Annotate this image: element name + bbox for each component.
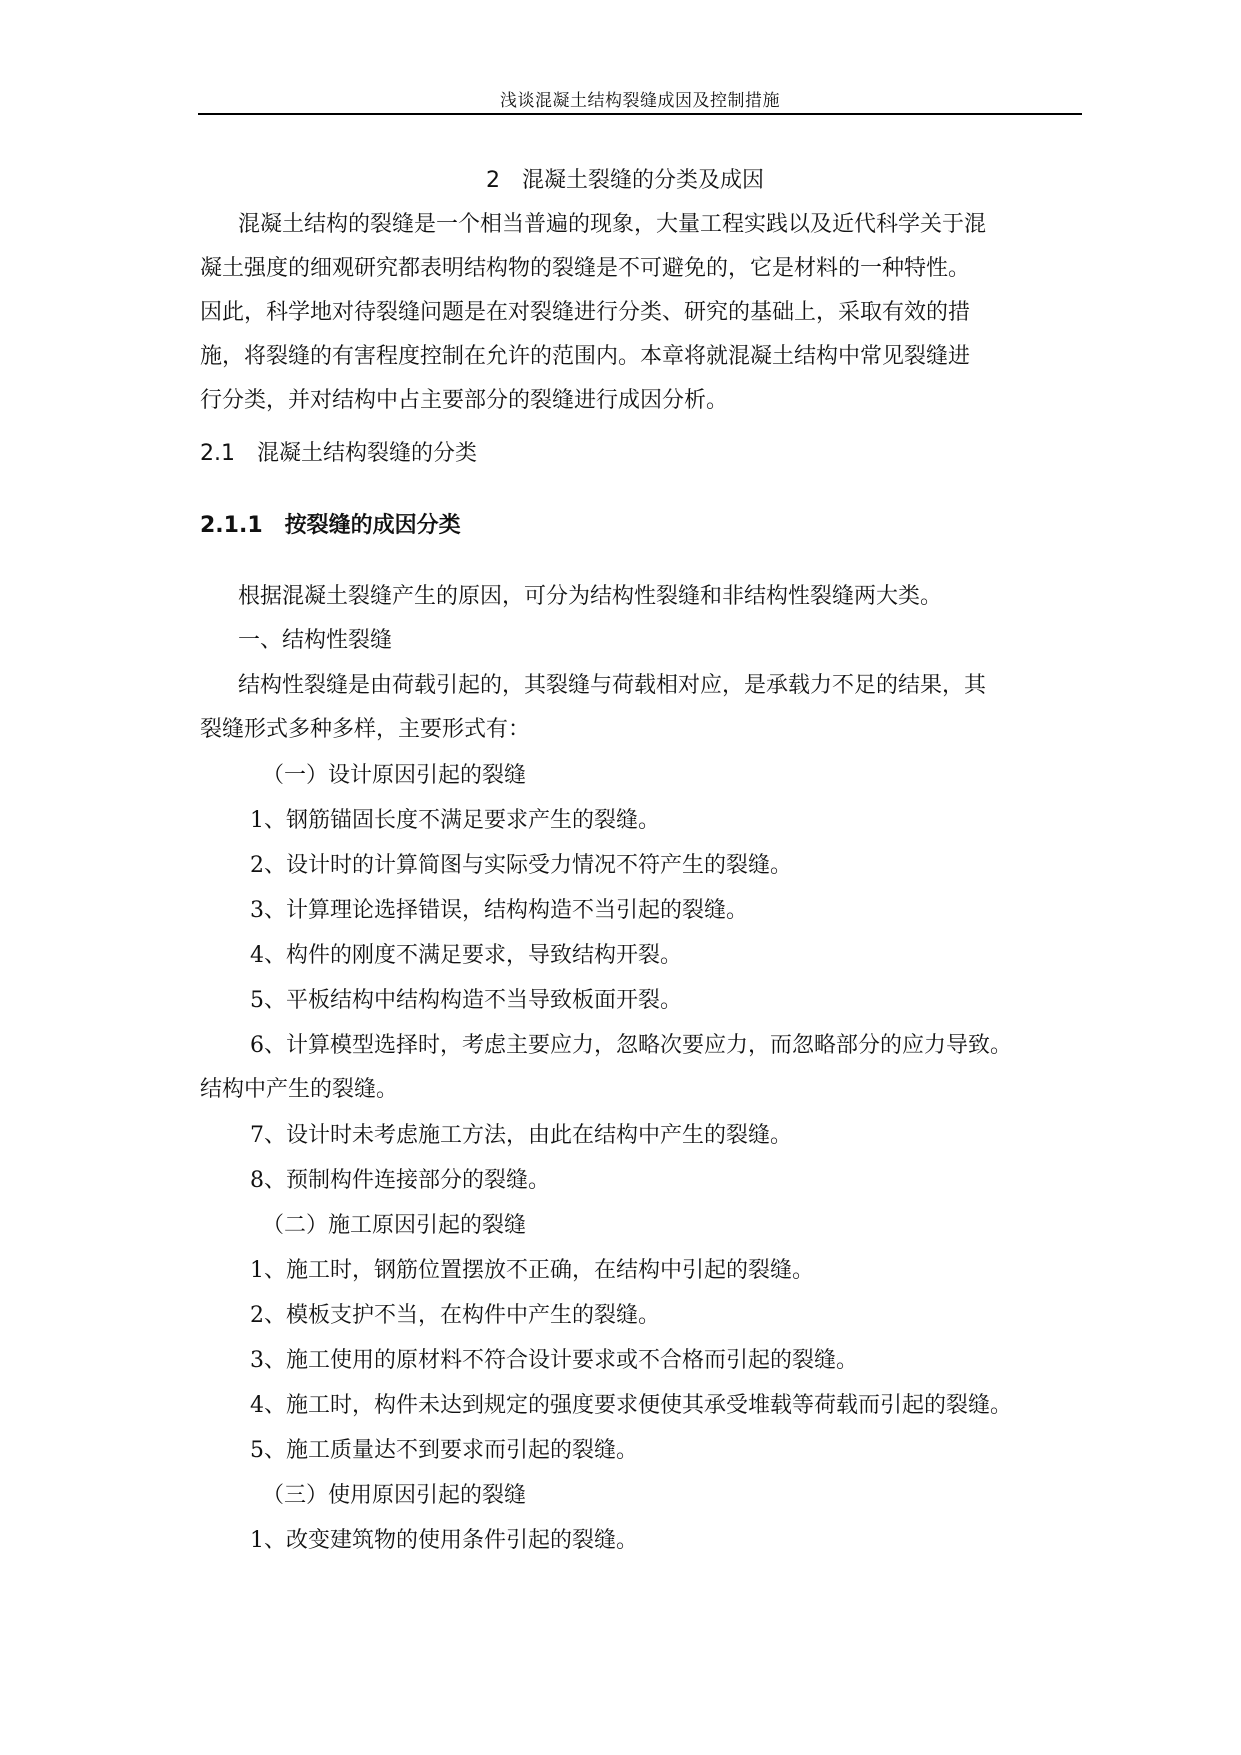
section-heading-2-1-1: 2.1.1 按裂缝的成因分类 — [200, 513, 461, 538]
design-item-6-continued: 结构中产生的裂缝。 — [200, 1077, 399, 1102]
intro-line-2: 凝土强度的细观研究都表明结构物的裂缝是不可避免的，它是材料的一种特性。 — [200, 256, 971, 281]
construction-item-3: 3、施工使用的原材料不符合设计要求或不合格而引起的裂缝。 — [250, 1348, 858, 1373]
design-item-8: 8、预制构件连接部分的裂缝。 — [250, 1168, 550, 1193]
usage-heading: （三）使用原因引起的裂缝 — [262, 1483, 527, 1508]
construction-item-1: 1、施工时，钢筋位置摆放不正确，在结构中引起的裂缝。 — [250, 1258, 814, 1283]
design-item-6: 6、计算模型选择时，考虑主要应力，忽略次要应力，而忽略部分的应力导致。 — [250, 1033, 1012, 1058]
design-item-4: 4、构件的刚度不满足要求，导致结构开裂。 — [250, 943, 682, 968]
construction-item-5: 5、施工质量达不到要求而引起的裂缝。 — [250, 1438, 638, 1463]
construction-heading: （二）施工原因引起的裂缝 — [262, 1213, 527, 1238]
design-item-3: 3、计算理论选择错误，结构构造不当引起的裂缝。 — [250, 898, 748, 923]
header-rule — [198, 113, 1082, 115]
running-header: 浅谈混凝土结构裂缝成因及控制措施 — [500, 91, 780, 111]
classify-paragraph: 根据混凝土裂缝产生的原因，可分为结构性裂缝和非结构性裂缝两大类。 — [238, 584, 943, 609]
design-item-2: 2、设计时的计算简图与实际受力情况不符产生的裂缝。 — [250, 853, 792, 878]
design-item-1: 1、钢筋锚固长度不满足要求产生的裂缝。 — [250, 808, 660, 833]
structural-heading: 一、结构性裂缝 — [238, 628, 393, 653]
intro-line-4: 施，将裂缝的有害程度控制在允许的范围内。本章将就混凝土结构中常见裂缝进 — [200, 344, 971, 369]
intro-line-1: 混凝土结构的裂缝是一个相当普遍的现象，大量工程实践以及近代科学关于混 — [238, 212, 987, 237]
design-item-5: 5、平板结构中结构构造不当导致板面开裂。 — [250, 988, 682, 1013]
usage-item-1: 1、改变建筑物的使用条件引起的裂缝。 — [250, 1528, 638, 1553]
intro-line-5: 行分类，并对结构中占主要部分的裂缝进行成因分析。 — [200, 388, 729, 413]
structural-line-2: 裂缝形式多种多样，主要形式有： — [200, 717, 531, 742]
intro-line-3: 因此，科学地对待裂缝问题是在对裂缝进行分类、研究的基础上，采取有效的措 — [200, 300, 971, 325]
construction-item-2: 2、模板支护不当，在构件中产生的裂缝。 — [250, 1303, 660, 1328]
section-heading-2-1: 2.1 混凝土结构裂缝的分类 — [200, 441, 477, 466]
design-item-7: 7、设计时未考虑施工方法，由此在结构中产生的裂缝。 — [250, 1123, 792, 1148]
construction-item-4: 4、施工时，构件未达到规定的强度要求便使其承受堆载等荷载而引起的裂缝。 — [250, 1393, 1012, 1418]
design-heading: （一）设计原因引起的裂缝 — [262, 763, 527, 788]
structural-line-1: 结构性裂缝是由荷载引起的，其裂缝与荷载相对应，是承载力不足的结果，其 — [238, 673, 987, 698]
chapter-title: 2 混凝土裂缝的分类及成因 — [486, 168, 764, 193]
